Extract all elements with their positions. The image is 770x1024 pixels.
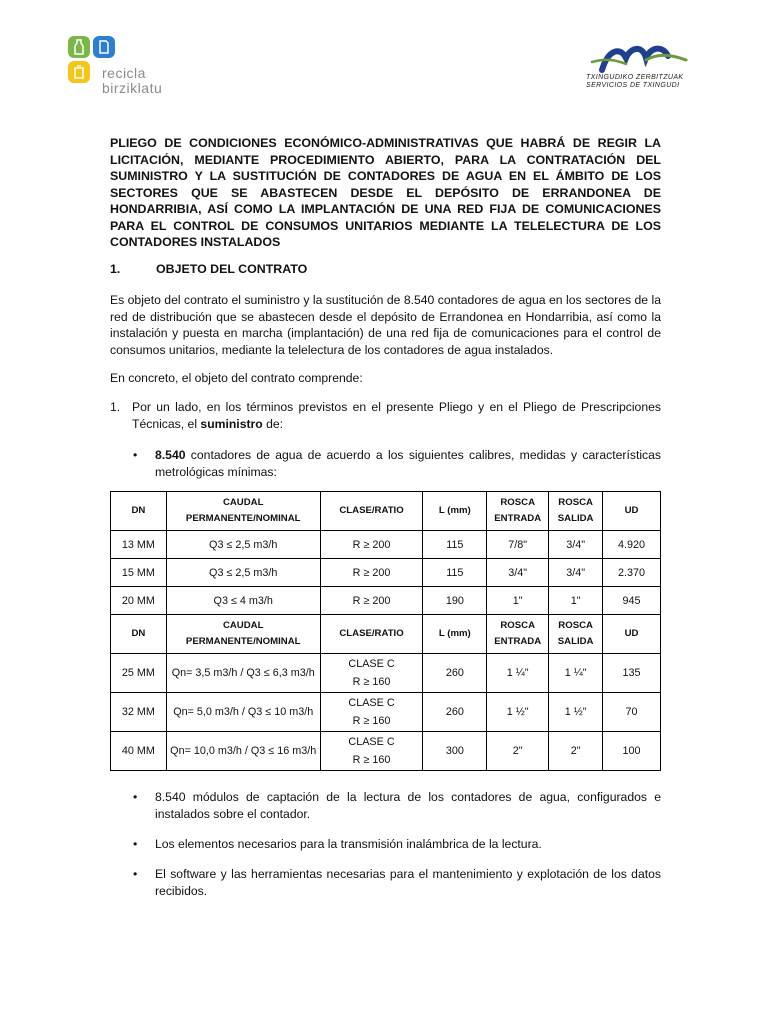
- table-row: [111, 559, 661, 587]
- header-cell: ROSCA ENTRADA: [487, 492, 549, 531]
- class-line: CLASE C: [348, 658, 395, 670]
- header-cell: UD: [603, 492, 661, 531]
- paragraph-en-concreto: En concreto, el objeto del contrato comprende:: [110, 371, 363, 385]
- header-cell: CAUDAL PERMANENTE/NOMINAL: [166, 615, 320, 654]
- table-cell: 100: [603, 732, 661, 771]
- bullet-text: contadores de agua de acuerdo a los siguientes calibres, medidas y características metrológicas mínimas:: [155, 448, 661, 479]
- list-item-number: 1.: [110, 400, 121, 414]
- header-cell: ROSCA SALIDA: [549, 615, 603, 654]
- table-cell: 260: [423, 654, 487, 693]
- class-line: CLASE C: [348, 697, 395, 709]
- table-header-row: [111, 615, 661, 654]
- table-cell: 25 MM: [111, 654, 167, 693]
- header-cell: ROSCA ENTRADA: [487, 615, 549, 654]
- txingudi-logo: [586, 40, 701, 98]
- table-cell: 135: [603, 654, 661, 693]
- table-cell: 40 MM: [111, 732, 167, 771]
- item-text-bold: suministro: [200, 416, 263, 431]
- table-cell: 115: [423, 531, 487, 559]
- table-cell: R ≥ 200: [320, 559, 423, 587]
- table-cell: 2": [487, 732, 549, 771]
- bullet-icon: •: [133, 837, 138, 851]
- header-cell: DN: [111, 615, 167, 654]
- paragraph-objeto: Es objeto del contrato el suministro y la sustitución de 8.540 contadores de agua en los sectores de la red de distribución que se abastecen desde el depósito de Errandonea en Hondarribia, así como la instalación y puesta en marcha (implantación) de una red fija de comunicaciones para el control de consumos unitarios, mediante la telelectura de los contadores de agua instalados.: [110, 293, 661, 357]
- table-cell: 1 ¼": [549, 654, 603, 693]
- document-title: PLIEGO DE CONDICIONES ECONÓMICO-ADMINISTRATIVAS QUE HABRÁ DE REGIR LA LICITACIÓN, MEDIANTE PROCEDIMIENTO ABIERTO, PARA LA CONTRATACIÓN DEL SUMINISTRO Y LA SUSTITUCIÓN DE CONTADORES DE AGUA EN EL ÁMBITO DE LOS SECTORES QUE SE ABASTECEN DESDE EL DEPÓSITO DE ERRANDONEA DE HONDARRIBIA, ASÍ COMO LA IMPLANTACIÓN DE UNA RED FIJA DE COMUNICACIONES PARA EL CONTROL DE CONSUMOS UNITARIOS MEDIANTE LA TELELECTURA DE LOS CONTADORES INSTALADOS: [110, 136, 661, 249]
- header-cell: ROSCA SALIDA: [549, 492, 603, 531]
- table-cell: 3/4": [487, 559, 549, 587]
- table-cell: Q3 ≤ 2,5 m3/h: [166, 531, 320, 559]
- table-cell: 1 ¼": [487, 654, 549, 693]
- header-cell: L (mm): [423, 492, 487, 531]
- bullet-icon: •: [133, 867, 138, 881]
- class-line: CLASE C: [348, 736, 395, 748]
- recicla-logo: [68, 36, 178, 102]
- bullet-software: [133, 866, 661, 899]
- table-cell: 3/4": [549, 531, 603, 559]
- table-cell: R ≥ 200: [320, 587, 423, 615]
- table-cell: 1 ½": [487, 693, 549, 732]
- table-cell: 7/8": [487, 531, 549, 559]
- item-text-a: Por un lado, en los términos previstos en el presente Pliego y en el Pliego de Prescripciones Técnicas, el: [132, 400, 661, 431]
- item-text-b: de:: [262, 416, 284, 431]
- header-cell: L (mm): [423, 615, 487, 654]
- table-cell: 300: [423, 732, 487, 771]
- bullet-bold: 8.540: [155, 448, 186, 462]
- bullet-contadores: [133, 447, 661, 480]
- header-cell: DN: [111, 492, 167, 531]
- logo-text-txingudiko: TXINGUDIKO ZERBITZUAK: [586, 74, 684, 81]
- header-cell: CAUDAL PERMANENTE/NOMINAL: [166, 492, 320, 531]
- bullet-icon: •: [133, 448, 138, 462]
- bullet-icon: •: [133, 790, 138, 804]
- txingudi-wave-icon: [586, 40, 696, 74]
- table-row: [111, 587, 661, 615]
- table-row: [111, 732, 661, 771]
- table-cell: 3/4": [549, 559, 603, 587]
- bullet-text: 8.540 módulos de captación de la lectura de los contadores de agua, configurados e instalados sobre el contador.: [155, 790, 661, 821]
- logo-text-servicios: SERVICIOS DE TXINGUDI: [586, 82, 680, 89]
- table-cell: 15 MM: [111, 559, 167, 587]
- table-cell: Qn= 3,5 m3/h / Q3 ≤ 6,3 m3/h: [166, 654, 320, 693]
- table-row: [111, 693, 661, 732]
- table-cell: Qn= 10,0 m3/h / Q3 ≤ 16 m3/h: [166, 732, 320, 771]
- table-cell: [320, 732, 423, 771]
- logo-text-recicla: recicla: [102, 65, 146, 81]
- section-title: OBJETO DEL CONTRATO: [156, 262, 308, 276]
- bullet-modulos: [133, 789, 661, 822]
- table-header-row: [111, 492, 661, 531]
- table-cell: 32 MM: [111, 693, 167, 732]
- ratio-line: R ≥ 160: [352, 676, 391, 688]
- table-cell: 1 ½": [549, 693, 603, 732]
- header-cell: UD: [603, 615, 661, 654]
- bullet-text: Los elementos necesarios para la transmisión inalámbrica de la lectura.: [155, 837, 542, 851]
- table-cell: 2.370: [603, 559, 661, 587]
- table-cell: 1": [549, 587, 603, 615]
- table-cell: 2": [549, 732, 603, 771]
- table-cell: [320, 654, 423, 693]
- table-cell: 260: [423, 693, 487, 732]
- table-cell: 945: [603, 587, 661, 615]
- table-cell: Qn= 5,0 m3/h / Q3 ≤ 10 m3/h: [166, 693, 320, 732]
- header-cell: CLASE/RATIO: [320, 615, 423, 654]
- table-row: [111, 531, 661, 559]
- ratio-line: R ≥ 160: [352, 715, 391, 727]
- table-cell: Q3 ≤ 2,5 m3/h: [166, 559, 320, 587]
- logo-text-birziklatu: birziklatu: [102, 80, 163, 96]
- table-cell: 20 MM: [111, 587, 167, 615]
- meter-spec-table: [110, 491, 661, 771]
- table-cell: R ≥ 200: [320, 531, 423, 559]
- table-cell: [320, 693, 423, 732]
- table-cell: 1": [487, 587, 549, 615]
- table-cell: 4.920: [603, 531, 661, 559]
- section-heading: [110, 262, 307, 276]
- table-row: [111, 654, 661, 693]
- table-cell: 190: [423, 587, 487, 615]
- table-cell: 13 MM: [111, 531, 167, 559]
- section-number: 1.: [110, 262, 121, 276]
- bullet-text: El software y las herramientas necesarias para el mantenimiento y explotación de los datos recibidos.: [155, 867, 661, 898]
- bullet-elementos: [133, 836, 661, 853]
- list-item-suministro: [110, 399, 661, 432]
- table-cell: 115: [423, 559, 487, 587]
- table-cell: 70: [603, 693, 661, 732]
- ratio-line: R ≥ 160: [352, 754, 391, 766]
- header-cell: CLASE/RATIO: [320, 492, 423, 531]
- table-cell: Q3 ≤ 4 m3/h: [166, 587, 320, 615]
